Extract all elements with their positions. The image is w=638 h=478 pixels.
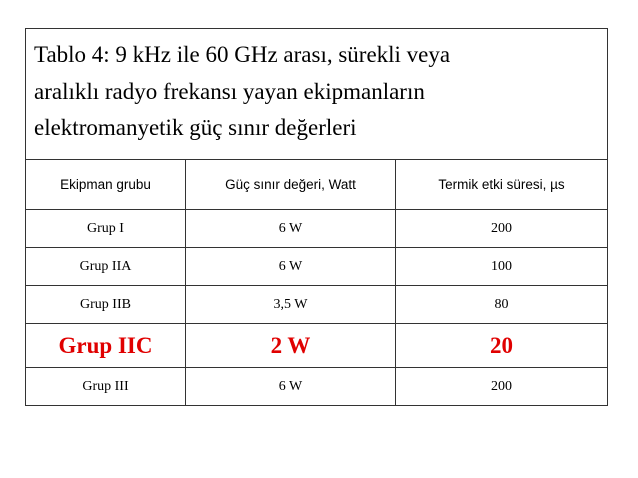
cell-group: Grup I [26,210,186,248]
cell-power: 6 W [186,368,396,406]
table-row [26,248,608,286]
cell-duration: 20 [396,324,608,368]
header-power-limit: Güç sınır değeri, Watt [186,160,396,210]
caption-line-2: aralıklı radyo frekansı yayan ekipmanların [34,78,425,104]
caption-line-3: elektromanyetik güç sınır değerleri [34,115,357,140]
cell-duration: 80 [396,286,608,324]
table-row-highlighted [26,324,608,368]
caption-row [26,29,608,160]
cell-power: 6 W [186,210,396,248]
table-caption [26,29,608,160]
cell-duration: 100 [396,248,608,286]
table-row [26,286,608,324]
cell-power: 6 W [186,248,396,286]
cell-group: Grup IIA [26,248,186,286]
table-row [26,368,608,406]
cell-group: Grup III [26,368,186,406]
table-row [26,210,608,248]
header-thermal-duration: Termik etki süresi, µs [396,160,608,210]
header-equipment-group: Ekipman grubu [26,160,186,210]
cell-group: Grup IIC [26,324,186,368]
header-row [26,160,608,210]
caption-line-1: Tablo 4: 9 kHz ile 60 GHz arası, sürekli veya [34,42,451,67]
cell-group: Grup IIB [26,286,186,324]
cell-duration: 200 [396,368,608,406]
limit-values-table [25,28,608,406]
limit-values-table-container [25,28,607,406]
cell-power: 2 W [186,324,396,368]
cell-duration: 200 [396,210,608,248]
cell-power: 3,5 W [186,286,396,324]
